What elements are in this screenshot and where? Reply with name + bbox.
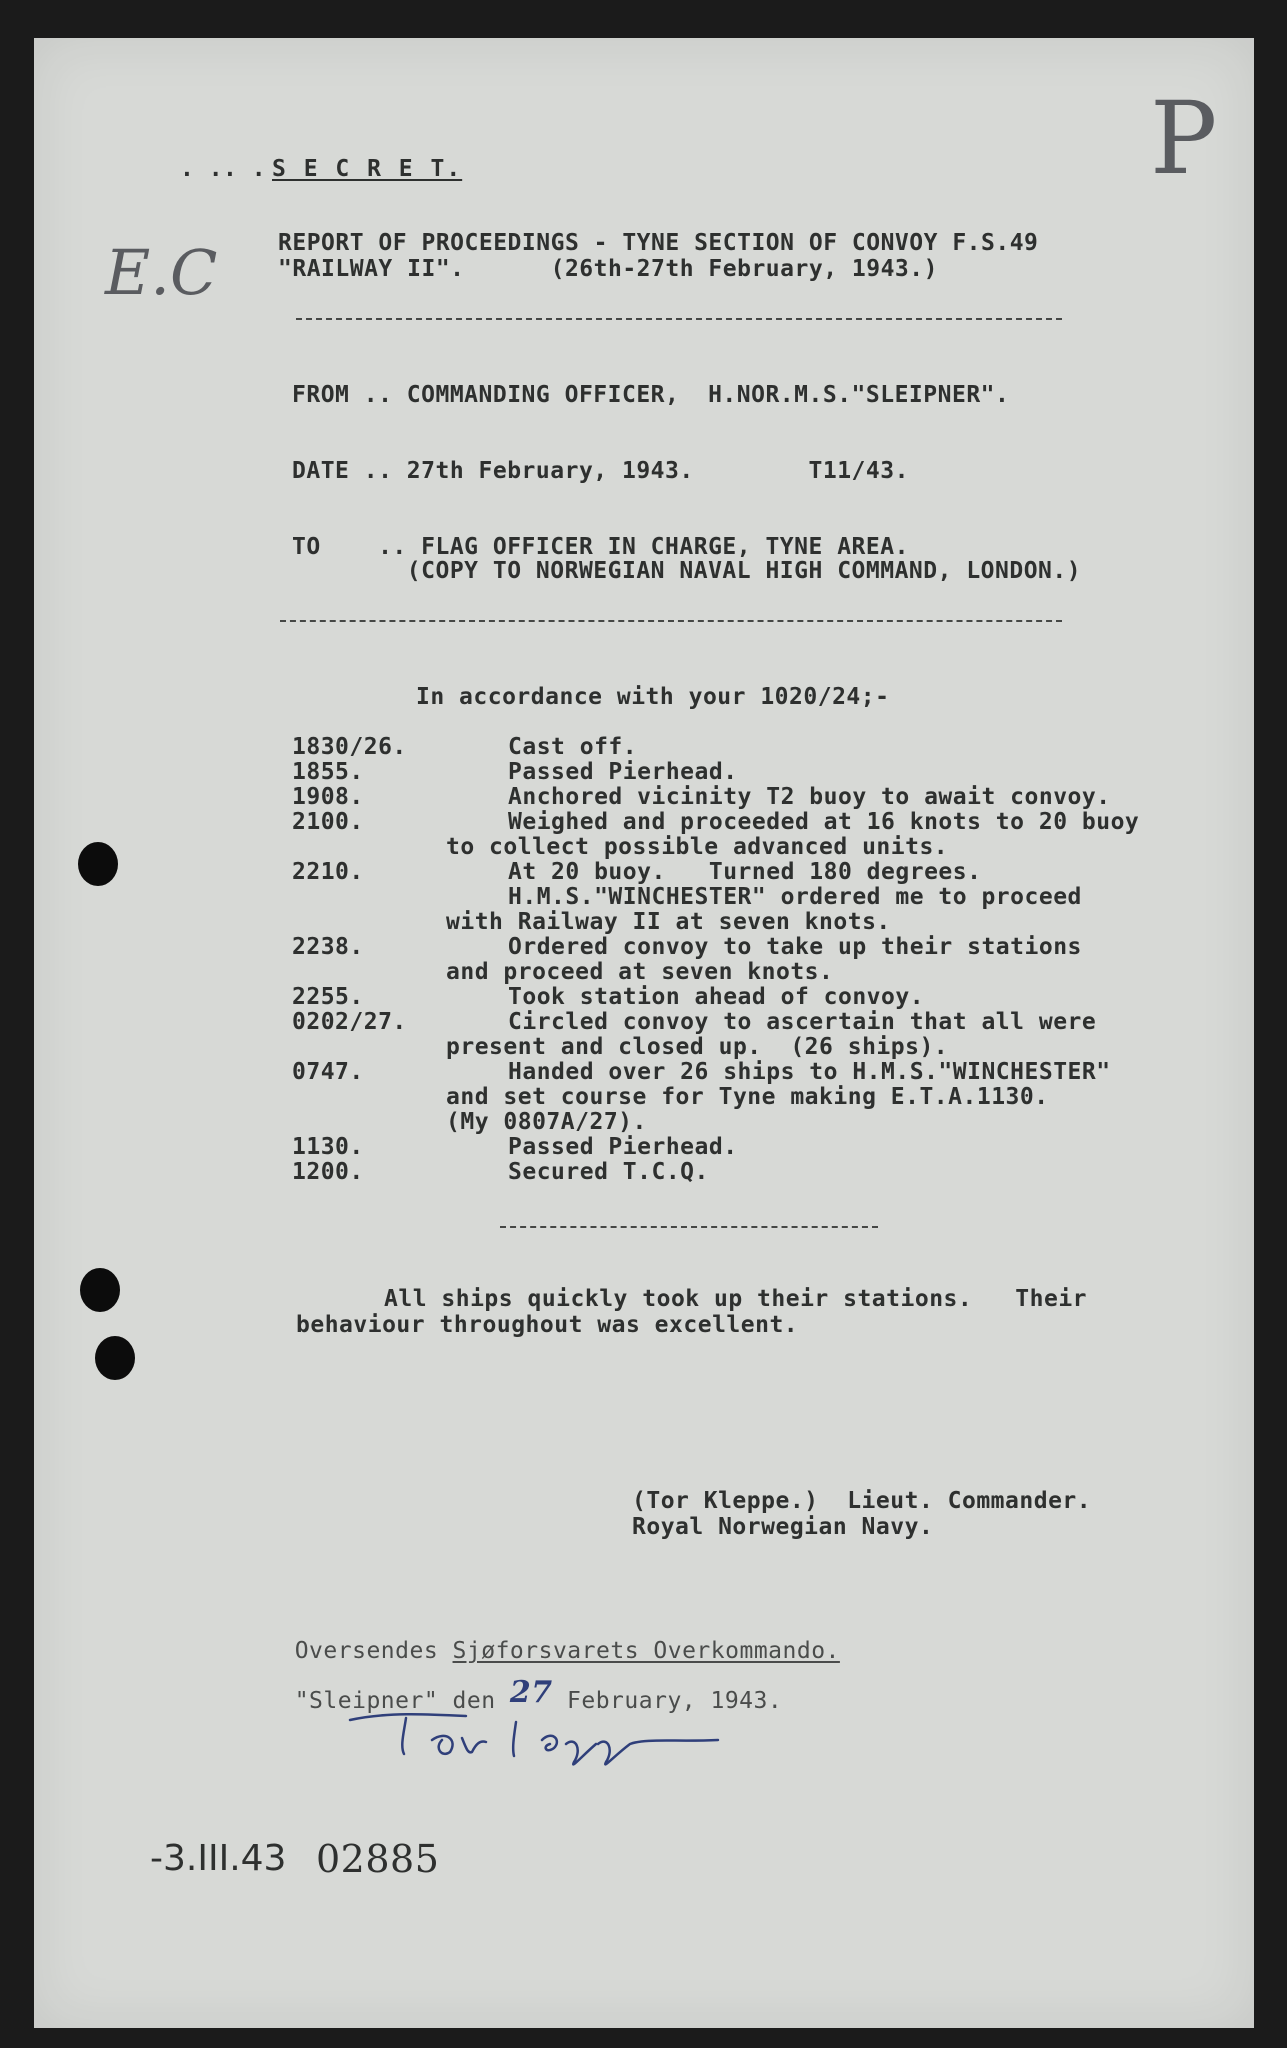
log-entry: [292, 784, 1212, 810]
date-line: DATE .. 27th February, 1943. T11/43.: [292, 458, 909, 484]
log-text: Circled convoy to ascertain that all were: [508, 1009, 1097, 1035]
log-text: Passed Pierhead.: [508, 759, 738, 785]
log-entry: [292, 1059, 1212, 1085]
intro-line: In accordance with your 1020/24;-: [416, 684, 890, 710]
log-text: H.M.S."WINCHESTER" ordered me to proceed: [508, 884, 1082, 910]
log-entry: [292, 734, 1212, 760]
from-line: FROM .. COMMANDING OFFICER, H.NOR.M.S."SLEIPNER".: [292, 382, 1010, 408]
log-time: 2100.: [292, 809, 364, 835]
log-text: Ordered convoy to take up their stations: [508, 934, 1082, 960]
log-entry: [292, 934, 1212, 960]
signatory-unit: Royal Norwegian Navy.: [632, 1514, 934, 1540]
log-entry: [292, 759, 1212, 785]
log-entry: [292, 809, 1212, 835]
log-text: Handed over 26 ships to H.M.S."WINCHESTER": [508, 1059, 1111, 1085]
log-text: and proceed at seven knots.: [446, 959, 834, 985]
log-entry: [292, 959, 1212, 985]
log-entry: [292, 1009, 1212, 1035]
report-title: REPORT OF PROCEEDINGS - TYNE SECTION OF CONVOY F.S.49: [278, 230, 1039, 256]
forwarding-day: 27: [509, 1675, 553, 1710]
forwarding-date-suffix: February, 1943.: [552, 1688, 783, 1714]
corner-mark: P: [1150, 80, 1218, 197]
log-entry: [292, 859, 1212, 885]
log-text: Passed Pierhead.: [508, 1134, 738, 1160]
divider: [296, 318, 1062, 320]
log-text: Secured T.C.Q.: [508, 1159, 709, 1185]
log-time: 0202/27.: [292, 1009, 407, 1035]
closing-line: behaviour throughout was excellent.: [296, 1312, 799, 1338]
forwarding-line: [266, 1612, 840, 1664]
log-time: 2238.: [292, 934, 364, 960]
log-entries: [292, 734, 1212, 1194]
log-time: 1855.: [292, 759, 364, 785]
log-text: Cast off.: [508, 734, 638, 760]
log-text: present and closed up. (26 ships).: [446, 1034, 949, 1060]
log-text: and set course for Tyne making E.T.A.1130.: [446, 1084, 1049, 1110]
punch-hole: [95, 1336, 135, 1380]
forwarding-date-prefix: "Sleipner" den: [294, 1688, 510, 1714]
log-time: 1200.: [292, 1159, 364, 1185]
closing-line: All ships quickly took up their stations. Their: [384, 1286, 1088, 1312]
punch-hole: [78, 842, 118, 886]
log-entry: [292, 1159, 1212, 1185]
header-dots: . .. .: [180, 156, 267, 182]
log-entry: [292, 884, 1212, 910]
log-entry: [292, 1134, 1212, 1160]
log-entry: [292, 834, 1212, 860]
classification: S E C R E T.: [272, 156, 463, 182]
handwritten-signature: [346, 1700, 726, 1770]
divider: [280, 620, 1062, 622]
forwarding-prefix: Oversendes: [294, 1638, 453, 1664]
log-time: 1908.: [292, 784, 364, 810]
punch-hole: [80, 1268, 120, 1312]
log-time: 1830/26.: [292, 734, 407, 760]
log-entry: [292, 1084, 1212, 1110]
log-time: 0747.: [292, 1059, 364, 1085]
received-stamp-date: -3.III.43: [150, 1838, 287, 1879]
received-stamp-number: 02885: [316, 1837, 440, 1881]
log-entry: [292, 909, 1212, 935]
log-text: Weighed and proceeded at 16 knots to 20 buoy: [508, 809, 1140, 835]
signatory: (Tor Kleppe.) Lieut. Commander.: [632, 1488, 1092, 1514]
log-text: (My 0807A/27).: [446, 1109, 647, 1135]
log-entry: [292, 984, 1212, 1010]
margin-note: E.C: [105, 236, 218, 309]
log-text: At 20 buoy. Turned 180 degrees.: [508, 859, 982, 885]
log-text: with Railway II at seven knots.: [446, 909, 891, 935]
log-entry: [292, 1109, 1212, 1135]
log-time: 1130.: [292, 1134, 364, 1160]
forwarding-recipient: Sjøforsvarets Overkommando.: [452, 1638, 840, 1664]
log-text: to collect possible advanced units.: [446, 834, 949, 860]
to-line: TO .. FLAG OFFICER IN CHARGE, TYNE AREA.: [292, 534, 909, 560]
log-text: Anchored vicinity T2 buoy to await convoy.: [508, 784, 1111, 810]
log-time: 2210.: [292, 859, 364, 885]
copy-to-line: (COPY TO NORWEGIAN NAVAL HIGH COMMAND, LONDON.): [292, 558, 1082, 584]
log-text: Took station ahead of convoy.: [508, 984, 925, 1010]
report-subtitle: "RAILWAY II". (26th-27th February, 1943.): [278, 256, 938, 282]
log-entry: [292, 1034, 1212, 1060]
log-time: 2255.: [292, 984, 364, 1010]
divider: [500, 1226, 878, 1228]
